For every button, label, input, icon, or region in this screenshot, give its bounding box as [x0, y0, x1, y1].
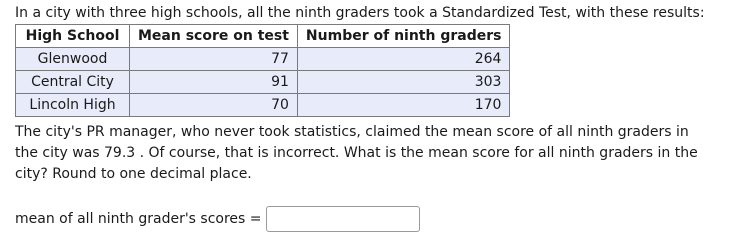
- grader-count-cell: 303: [297, 71, 510, 94]
- mean-score-cell: 77: [130, 48, 298, 71]
- table-header-row: [16, 25, 510, 48]
- header-mean-score: Mean score on test: [130, 25, 298, 48]
- question-intro: In a city with three high schools, all the ninth graders took a Standardized Test, with these results:: [15, 5, 705, 21]
- question-paragraph: The city's PR manager, who never took statistics, claimed the mean score of all ninth graders in the city was 79.3 . Of course, that is incorrect. What is the mean score for all ninth graders in the city? Round to one decimal place.: [15, 124, 698, 182]
- mean-score-cell: 70: [130, 94, 298, 117]
- table-row: [16, 48, 510, 71]
- grader-count-cell: 264: [297, 48, 510, 71]
- grader-count-cell: 170: [297, 94, 510, 117]
- answer-input[interactable]: [266, 206, 420, 232]
- answer-row: [15, 206, 420, 232]
- school-name-cell: Lincoln High: [16, 94, 130, 117]
- results-table: [15, 24, 510, 117]
- mean-score-cell: 91: [130, 71, 298, 94]
- table-row: [16, 94, 510, 117]
- header-number-of-graders: Number of ninth graders: [297, 25, 510, 48]
- answer-label: mean of all ninth grader's scores =: [15, 211, 262, 227]
- school-name-cell: Central City: [16, 71, 130, 94]
- table-row: [16, 71, 510, 94]
- header-high-school: High School: [16, 25, 130, 48]
- school-name-cell: Glenwood: [16, 48, 130, 71]
